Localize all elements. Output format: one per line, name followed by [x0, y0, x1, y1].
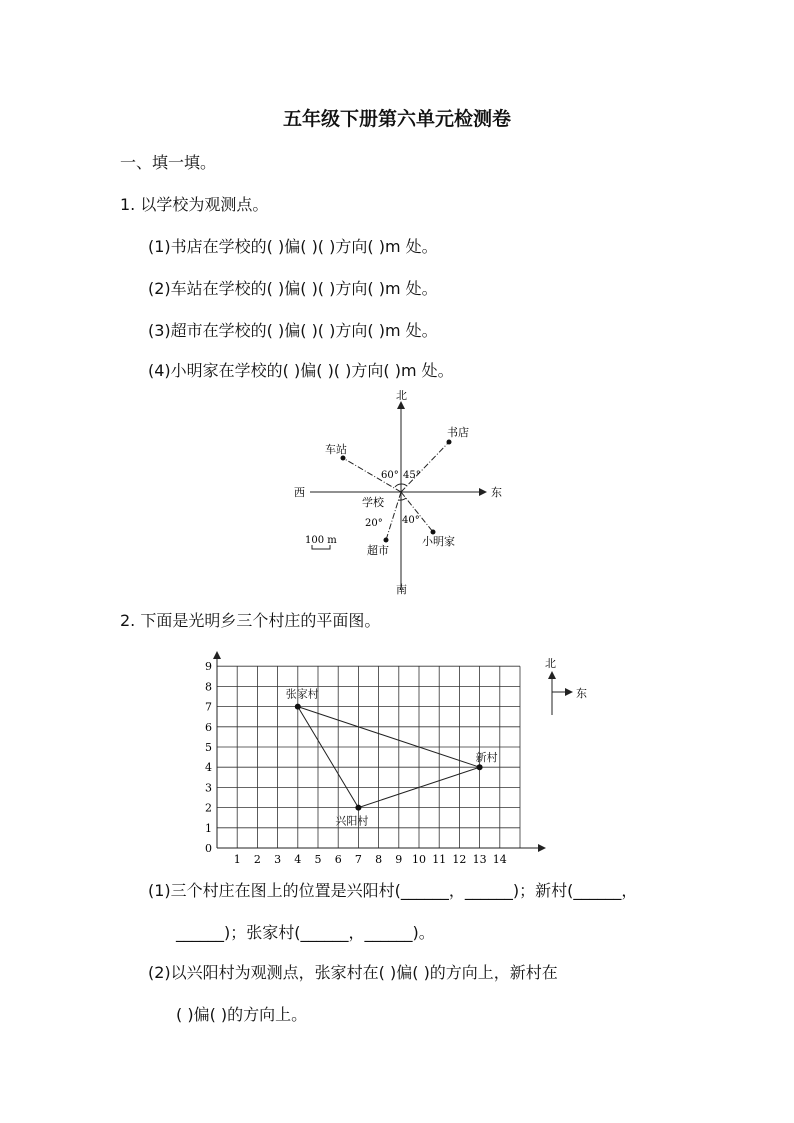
- x-tick-label: 5: [314, 853, 322, 866]
- angle-label-bookstore: 45°: [403, 470, 421, 481]
- y-tick-label: 1: [205, 821, 212, 835]
- question-2-stem: 2. 下面是光明乡三个村庄的平面图。: [120, 611, 381, 630]
- station-label: 车站: [325, 443, 347, 456]
- south-label: 南: [396, 583, 407, 596]
- y-tick-label: 3: [205, 781, 212, 795]
- question-1-item: (4)小明家在学校的( )偏( )( )方向( )m 处。: [148, 361, 454, 380]
- village-label: 新村: [475, 751, 498, 765]
- angle-label-station: 60°: [381, 470, 399, 481]
- village-point: [355, 805, 361, 811]
- grid-lines: [217, 666, 520, 848]
- bookstore-point: [447, 440, 452, 445]
- supermarket-point: [384, 538, 389, 543]
- angle-arc: [395, 484, 401, 487]
- bookstore-label: 书店: [447, 426, 469, 439]
- x-tick-label: 9: [395, 853, 403, 866]
- x-tick-label: 6: [334, 853, 342, 866]
- x-tick-label: 11: [432, 853, 447, 866]
- compass-north-label: 北: [545, 657, 556, 670]
- question-1-item: (3)超市在学校的( )偏( )( )方向( )m 处。: [148, 321, 438, 340]
- village-point: [295, 704, 301, 710]
- compass-east-label: 东: [576, 687, 587, 700]
- compass-diagram: [280, 382, 520, 596]
- scale-label: 100 m: [305, 535, 337, 546]
- supermarket-label: 超市: [367, 544, 389, 557]
- school-label: 学校: [362, 496, 384, 509]
- y-tick-label: 2: [205, 801, 212, 815]
- angle-label-supermarket: 20°: [365, 518, 383, 529]
- question-2-item: (1)三个村庄在图上的位置是兴阳村(______，______)；新村(______，: [148, 881, 638, 900]
- xiaoming-label: 小明家: [422, 535, 455, 548]
- x-tick-label: 14: [492, 853, 507, 866]
- y-tick-label: 5: [205, 741, 212, 754]
- section-heading: 一、填一填。: [120, 153, 217, 172]
- x-tick-label: 10: [412, 853, 426, 866]
- x-tick-label: 2: [253, 853, 261, 866]
- y-tick-label: 4: [205, 761, 212, 775]
- x-tick-label: 1: [233, 853, 241, 866]
- village-label: 张家村: [285, 687, 319, 701]
- y-tick-label: 7: [205, 700, 212, 714]
- question-1-item: (1)书店在学校的( )偏( )( )方向( )m 处。: [148, 237, 438, 256]
- x-tick-label: 3: [274, 853, 282, 866]
- station-point: [341, 456, 346, 461]
- x-tick-label: 7: [354, 853, 362, 866]
- question-1-item: (2)车站在学校的( )偏( )( )方向( )m 处。: [148, 279, 438, 298]
- x-tick-label: 12: [452, 853, 467, 866]
- question-2-item: (2)以兴阳村为观测点，张家村在( )偏( )的方向上，新村在: [148, 963, 558, 982]
- bookstore-ray: [401, 442, 449, 492]
- angle-label-xiaoming: 40°: [402, 515, 420, 526]
- question-2-item: ( )偏( )的方向上。: [176, 1005, 308, 1024]
- west-label: 西: [294, 486, 305, 499]
- y-tick-label: 9: [205, 660, 212, 674]
- x-tick-label: 4: [294, 853, 302, 866]
- village-grid-map: [195, 645, 605, 870]
- supermarket-ray: [386, 492, 401, 540]
- xiaoming-point: [431, 530, 436, 535]
- question-1-stem: 1. 以学校为观测点。: [120, 195, 269, 214]
- east-label: 东: [491, 486, 502, 499]
- page-title: 五年级下册第六单元检测卷: [282, 108, 511, 130]
- village-point: [477, 764, 483, 770]
- angle-arc: [401, 484, 407, 486]
- x-tick-label: 8: [375, 853, 383, 866]
- x-tick-label: 13: [472, 853, 487, 866]
- y-tick-label: 0: [205, 842, 212, 855]
- village-label: 兴阳村: [335, 814, 369, 828]
- village-triangle: [298, 707, 480, 808]
- y-tick-label: 6: [205, 720, 212, 734]
- y-tick-label: 8: [205, 680, 212, 694]
- question-2-item: ______)；张家村(______，______)。: [176, 923, 435, 942]
- angle-arc: [401, 498, 406, 500]
- north-label: 北: [396, 389, 407, 402]
